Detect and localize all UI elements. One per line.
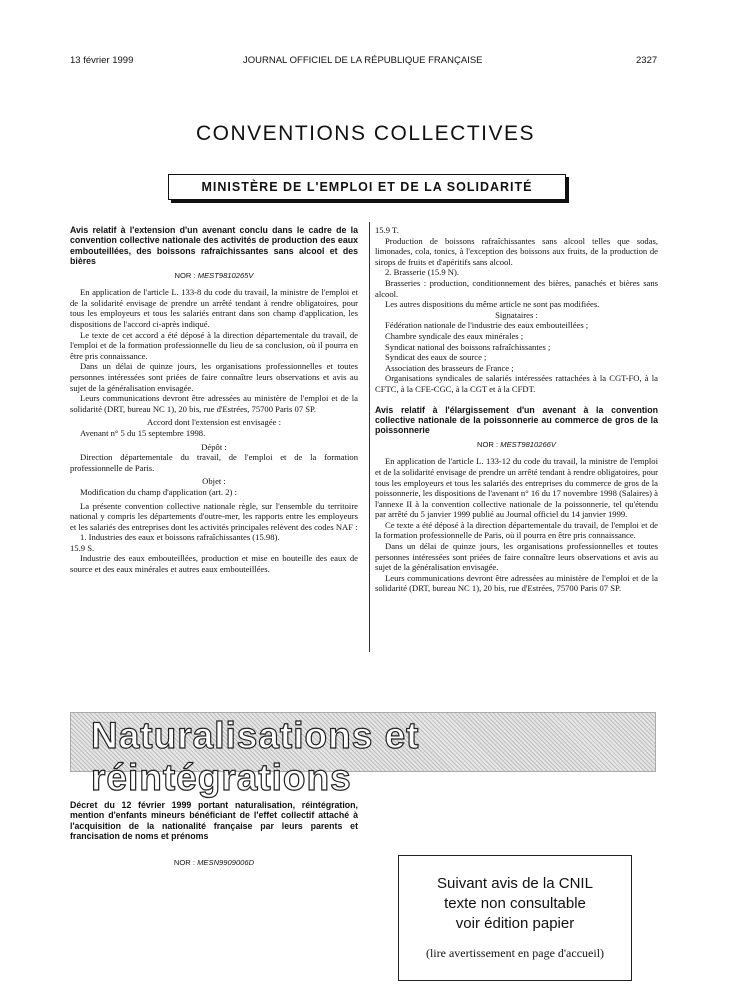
paragraph: La présente convention collective nationale règle, sur l'ensemble du territoire national y compris les départements d'outre-mer, les rapports entre les employeurs et les salariés des entreprises dont les activités principales relèvent des codes NAF : xyxy=(70,500,358,532)
cnil-notice-box xyxy=(398,855,632,981)
article1-nor xyxy=(70,271,358,282)
signatory: Syndicat des eaux de source ; xyxy=(385,352,487,363)
cnil-line-3: voir édition papier xyxy=(455,915,575,932)
paragraph: En application de l'article L. 133-12 du code du travail, la ministre de l'emploi et de la solidarité envisage de prendre un arrêté tendant à rendre obligatoires, pour tous les employeurs et tous les salariés des entreprises du commerce de gros de la poissonnerie, les dispositions de l'avenant n° 16 du 17 novembre 1998 (Salaires) à l'annexe II à la convention collective nationale de la poissonnerie, tel qu'étendu par arrêté du 5 janvier 1999 publié au Journal officiel du 14 janvier 1999. xyxy=(375,456,658,520)
header-journal: JOURNAL OFFICIEL DE LA RÉPUBLIQUE FRANÇAISE xyxy=(243,55,483,66)
decree-nor-code: MESN9909006D xyxy=(197,857,255,867)
ministry-label: MINISTÈRE DE L'EMPLOI ET DE LA SOLIDARITÉ xyxy=(201,180,533,194)
depot-label: Dépôt : xyxy=(201,441,227,452)
signatory: Fédération nationale de l'industrie des eaux embouteillées ; xyxy=(385,320,589,331)
objet-text: Modification du champ d'application (art. 2) : xyxy=(80,486,237,497)
objet-label: Objet : xyxy=(202,476,226,487)
article1-nor-label: NOR : xyxy=(174,270,196,280)
decree xyxy=(70,800,358,873)
article1-nor-code: MEST9810265V xyxy=(197,270,254,280)
cnil-footer: (lire avertissement en page d'accueil) xyxy=(425,946,605,960)
header-date: 13 février 1999 xyxy=(70,55,134,66)
banner-title: Naturalisations et réintégrations xyxy=(91,715,420,798)
ministry-box xyxy=(168,174,566,200)
paragraph: Leurs communications devront être adressées au ministère de l'emploi et de la solidarité (DRT, bureau NC 1), 20 bis, rue d'Estrées, 75700 Paris 07 SP. xyxy=(375,572,658,594)
right-column xyxy=(375,225,658,594)
decree-title: Décret du 12 février 1999 portant naturalisation, réintégration, mention d'enfants mineurs bénéficiant de l'effet collectif attaché à l'acquisition de la nationalité française par leurs parents et francisation de noms et prénoms xyxy=(70,800,358,842)
signatory: Chambre syndicale des eaux minérales ; xyxy=(385,330,524,341)
decree-nor xyxy=(70,858,358,867)
item-1: 1. Industries des eaux et boissons rafraîchissantes (15.98). xyxy=(80,532,280,543)
paragraph: Dans un délai de quinze jours, les organisations professionnelles et toutes personnes intéressées sont priées de faire connaître leurs observations et avis au sujet de la généralisation envisagée. xyxy=(375,541,658,573)
naf-code: 15.9 T. xyxy=(375,225,399,235)
paragraph: Industrie des eaux embouteillées, production et mise en bouteille des eaux de source et des eaux minérales et autres eaux embouteillées. xyxy=(70,553,358,575)
article1-title: Avis relatif à l'extension d'un avenant conclu dans le cadre de la convention collective nationale des activités de production des eaux embouteillées, des boissons rafraîchissantes sans alcool et des bières xyxy=(70,225,358,267)
avenant-line: Avenant n° 5 du 15 septembre 1998. xyxy=(80,427,206,438)
signatory: Organisations syndicales de salariés intéressées rattachées à la CGT-FO, à la CFTC, à la CFE-CGC, à la CGT et à la CFDT. xyxy=(375,373,658,394)
paragraph: Dans un délai de quinze jours, les organisations professionnelles et toutes personnes intéressées sont priées de faire connaître leurs observations et avis au sujet de la généralisation envisagée. xyxy=(70,361,358,393)
cnil-line-2: texte non consultable xyxy=(444,895,586,912)
article2-nor-label: NOR : xyxy=(477,439,499,449)
signataires-label: Signataires : xyxy=(495,309,538,320)
article2-nor xyxy=(375,440,658,451)
accord-label: Accord dont l'extension est envisagée : xyxy=(147,417,281,428)
column-divider xyxy=(369,222,370,652)
naf-code: 15.9 S. xyxy=(70,542,95,553)
article2-title: Avis relatif à l'élargissement d'un avenant à la convention collective nationale de la poissonnerie au commerce de gros de la poissonnerie xyxy=(375,404,658,436)
paragraph: Leurs communications devront être adressées au ministère de l'emploi et de la solidarité (DRT, bureau NC 1), 20 bis, rue d'Estrées, 75700 Paris 07 SP. xyxy=(70,393,358,414)
decree-nor-label: NOR : xyxy=(173,857,195,867)
section-banner xyxy=(70,712,656,798)
paragraph: Les autres dispositions du même article ne sont pas modifiées. xyxy=(385,299,600,310)
paragraph: Production de boissons rafraîchissantes sans alcool telles que sodas, limonades, cola, tonics, à l'exception des boissons aux fruits, de la production de sirops de fruits et d'apéritifs sans alcool. xyxy=(375,235,658,267)
paragraph: Le texte de cet accord a été déposé à la direction départementale du travail, de l'emploi et de la formation professionnelle du lieu de sa conclusion, où il pourra en être pris connaissance. xyxy=(70,329,358,361)
left-column xyxy=(70,225,358,575)
header-page-number: 2327 xyxy=(636,55,658,66)
paragraph: Brasseries : production, conditionnement des bières, panachés et bières sans alcool. xyxy=(375,277,658,299)
section-title: CONVENTIONS COLLECTIVES xyxy=(195,122,536,145)
signatory: Association des brasseurs de France ; xyxy=(385,362,514,373)
article2-nor-code: MEST9810266V xyxy=(500,439,556,449)
signatory: Syndicat national des boissons rafraîchissantes ; xyxy=(385,341,551,352)
paragraph: En application de l'article L. 133-8 du code du travail, la ministre de l'emploi et de la solidarité envisage de prendre un arrêté tendant à rendre obligatoires, pour tous les employeurs et tous les salariés entrant dans son champ d'application, les dispositions de l'accord ci-après indiqué. xyxy=(70,287,358,329)
paragraph: Ce texte a été déposé à la direction départementale du travail, de l'emploi et de la formation professionnelle de Paris, où il pourra en être pris connaissance. xyxy=(375,519,658,541)
item-2: 2. Brasserie (15.9 N). xyxy=(385,267,459,278)
depot-text: Direction départementale du travail, de l'emploi et de la formation professionnelle de Paris. xyxy=(70,452,358,473)
cnil-line-1: Suivant avis de la CNIL xyxy=(437,875,593,892)
